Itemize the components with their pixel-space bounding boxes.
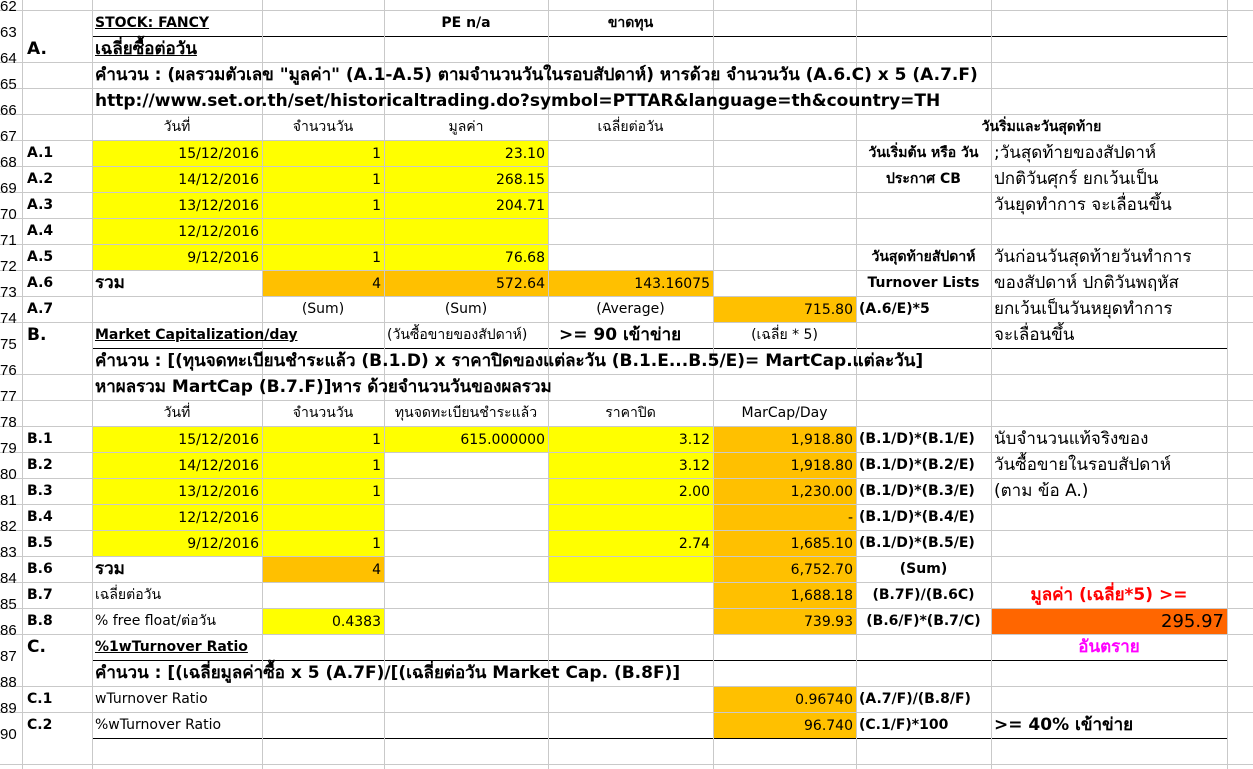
total-days[interactable]: 4 <box>263 557 384 582</box>
row-id: B.2 <box>27 457 53 473</box>
days-cell[interactable] <box>263 219 384 244</box>
row-number: 62 <box>0 0 17 15</box>
row-number: 78 <box>0 414 17 431</box>
close-cell[interactable]: 2.74 <box>549 531 713 556</box>
capital-cell[interactable] <box>385 531 548 556</box>
row-number: 83 <box>0 544 17 561</box>
days-cell[interactable] <box>263 505 384 530</box>
section-c-title: %1wTurnover Ratio <box>95 639 248 655</box>
row-id: B.6 <box>27 561 53 577</box>
sum-label: (Sum) <box>444 301 488 317</box>
sum-label: (Sum) <box>301 301 345 317</box>
row-id: B.1 <box>27 431 53 447</box>
row-number: 67 <box>0 128 17 145</box>
avg-per-day-label: เฉลี่ยต่อวัน <box>95 587 162 603</box>
capital-cell[interactable] <box>385 505 548 530</box>
total-value[interactable]: 572.64 <box>385 271 548 296</box>
row-number: 82 <box>0 518 17 535</box>
row-number: 68 <box>0 154 17 171</box>
note-left: วันสุดท้ายสัปดาห์ <box>871 249 976 265</box>
row-id: B.5 <box>27 535 53 551</box>
days-cell[interactable]: 1 <box>263 531 384 556</box>
days-cell[interactable]: 1 <box>263 479 384 504</box>
marcap-cell[interactable]: 1,230.00 <box>714 479 856 504</box>
section-b-title: Market Capitalization/day <box>95 327 298 343</box>
value-cell[interactable]: 76.68 <box>385 245 548 270</box>
row-id: B.7 <box>27 587 53 603</box>
avg-times-5: (เฉลี่ย * 5) <box>751 327 818 343</box>
warning-value[interactable]: 295.97 <box>992 609 1227 634</box>
row-number: 79 <box>0 440 17 457</box>
formula-label: (C.1/F)*100 <box>859 717 949 733</box>
col-header-startend: วันริ่มและวันสุดท้าย <box>981 119 1102 135</box>
row-id: A.5 <box>27 249 54 265</box>
total-label: รวม <box>95 273 125 293</box>
col-header-date: วันที่ <box>163 119 191 135</box>
row-number: 71 <box>0 232 17 249</box>
formula-label: (B.1/D)*(B.5/E) <box>859 535 975 551</box>
row-number: 77 <box>0 388 17 405</box>
formula-label: (A.6/E)*5 <box>859 301 930 317</box>
row-number: 63 <box>0 24 17 41</box>
formula-label: (B.1/D)*(B.4/E) <box>859 509 975 525</box>
row-id: B.4 <box>27 509 53 525</box>
note-right: ;วันสุดท้ายของสัปดาห์ <box>994 143 1157 163</box>
note-right: วันยุดทำการ จะเลื่อนขึ้น <box>994 195 1172 215</box>
formula-label: (A.7/F)/(B.8/F) <box>859 691 971 707</box>
days-cell[interactable]: 1 <box>263 453 384 478</box>
note-holiday: ยกเว้นเป็นวันหยุดทำการ <box>994 299 1173 319</box>
section-b-formula-2: หาผลรวม MartCap (B.7.F)]หาร ด้วยจำนวนวันของผลรวม <box>95 377 552 397</box>
col-header-avg: เฉลี่ยต่อวัน <box>597 119 664 135</box>
row-number: 89 <box>0 700 17 717</box>
loss-status: ขาดทุน <box>607 15 654 31</box>
trading-days-label: (วันซื้อขายของสัปดาห์) <box>387 327 528 343</box>
section-a-label: A. <box>27 39 47 59</box>
value-cell[interactable]: 204.71 <box>385 193 548 218</box>
free-float-label: % free float/ต่อวัน <box>95 613 216 629</box>
total-days[interactable]: 4 <box>263 271 384 296</box>
threshold-90: >= 90 เข้าข่าย <box>559 325 682 345</box>
date-cell[interactable]: 13/12/2016 <box>93 479 262 504</box>
row-number: 90 <box>0 726 17 743</box>
row-number: 87 <box>0 648 17 665</box>
source-url[interactable]: http://www.set.or.th/set/historicaltrading.do?symbol=PTTAR&language=th&country=TH <box>95 91 941 111</box>
col-header-days: จำนวนวัน <box>292 405 354 421</box>
section-c-label: C. <box>27 637 46 657</box>
col-header-value: มูลค่า <box>448 119 484 135</box>
row-id: A.2 <box>27 171 54 187</box>
section-a-formula: คำนวน : (ผลรวมตัวเลข "มูลค่า" (A.1-A.5) ตามจำนวนวันในรอบสัปดาห์) หารด้วย จำนวนวัน (A.6.C) x 5 (A.7.F) <box>95 65 978 85</box>
warning-label: มูลค่า (เฉลี่ย*5) >= <box>1030 585 1188 605</box>
total-marcap[interactable]: 6,752.70 <box>714 557 856 582</box>
weekly-avg-result[interactable]: 715.80 <box>714 297 856 322</box>
value-cell[interactable]: 268.15 <box>385 167 548 192</box>
row-id: A.3 <box>27 197 54 213</box>
close-cell[interactable]: 2.00 <box>549 479 713 504</box>
days-cell[interactable]: 1 <box>263 193 384 218</box>
note-move-up: จะเลื่อนขึ้น <box>994 325 1075 345</box>
marcap-cell[interactable]: 1,685.10 <box>714 531 856 556</box>
avg-marcap[interactable]: 1,688.18 <box>714 583 856 608</box>
date-cell[interactable]: 14/12/2016 <box>93 167 262 192</box>
total-label: รวม <box>95 559 125 579</box>
row-number: 76 <box>0 362 17 379</box>
turnover-pct[interactable]: 96.740 <box>714 713 856 738</box>
note-right: นับจำนวนแท้จริงของ <box>994 429 1149 449</box>
marcap-cell[interactable]: 1,918.80 <box>714 453 856 478</box>
note-left: วันเริ่มต้น หรือ วัน <box>868 145 979 161</box>
row-number: 66 <box>0 102 17 119</box>
note-left: ประกาศ CB <box>886 171 961 187</box>
row-number: 65 <box>0 76 17 93</box>
days-cell[interactable]: 1 <box>263 427 384 452</box>
col-header-days: จำนวนวัน <box>292 119 354 135</box>
date-cell[interactable]: 12/12/2016 <box>93 219 262 244</box>
average-label: (Average) <box>596 301 665 317</box>
note-right: วันก่อนวันสุดท้ายวันทำการ <box>994 247 1192 267</box>
days-cell[interactable]: 1 <box>263 141 384 166</box>
marcap-cell[interactable]: 1,918.80 <box>714 427 856 452</box>
formula-label: (B.7F)/(B.6C) <box>872 587 975 603</box>
row-number: 70 <box>0 206 17 223</box>
row-number: 73 <box>0 284 17 301</box>
section-a-title: เฉลี่ยซื้อต่อวัน <box>95 39 197 59</box>
marcap-cell[interactable]: - <box>714 505 856 530</box>
formula-label: (B.6/F)*(B.7/C) <box>866 613 981 629</box>
row-id: C.1 <box>27 691 53 707</box>
row-id: A.4 <box>27 223 54 239</box>
gridline <box>0 764 1253 765</box>
row-number: 86 <box>0 622 17 639</box>
date-cell[interactable]: 9/12/2016 <box>93 531 262 556</box>
row-number: 75 <box>0 336 17 353</box>
capital-cell[interactable] <box>385 479 548 504</box>
free-float-marcap[interactable]: 739.93 <box>714 609 856 634</box>
date-cell[interactable]: 9/12/2016 <box>93 245 262 270</box>
note-right: (ตาม ข้อ A.) <box>994 481 1089 501</box>
row-number: 72 <box>0 258 17 275</box>
formula-label: (B.1/D)*(B.3/E) <box>859 483 975 499</box>
date-cell[interactable]: 13/12/2016 <box>93 193 262 218</box>
close-empty[interactable] <box>549 557 713 582</box>
row-id: A.6 <box>27 275 54 291</box>
value-cell[interactable] <box>385 219 548 244</box>
gridline <box>1227 0 1228 769</box>
col-header-date: วันที่ <box>163 405 191 421</box>
row-number: 81 <box>0 492 17 509</box>
turnover-pct-label: %wTurnover Ratio <box>95 717 222 733</box>
row-number: 64 <box>0 50 17 67</box>
row-number: 74 <box>0 310 17 327</box>
days-cell[interactable]: 1 <box>263 245 384 270</box>
col-header-capital: ทุนจดทะเบียนชำระแล้ว <box>394 405 538 421</box>
formula-label: (B.1/D)*(B.1/E) <box>859 431 975 447</box>
section-b-formula-1: คำนวน : [(ทุนจดทะเบียนชำระแล้ว (B.1.D) x ราคาปิดของแต่ละวัน (B.1.E...B.5/E)= MartCap.แต่ละวัน] <box>95 351 924 371</box>
pe-ratio: PE n/a <box>441 15 491 31</box>
row-id: C.2 <box>27 717 53 733</box>
row-number: 84 <box>0 570 17 587</box>
stock-name: STOCK: FANCY <box>95 15 210 31</box>
formula-label: (Sum) <box>899 561 948 577</box>
danger-label: อันตราย <box>1078 637 1140 657</box>
turnover-ratio[interactable]: 0.96740 <box>714 687 856 712</box>
date-cell[interactable]: 14/12/2016 <box>93 453 262 478</box>
days-cell[interactable]: 1 <box>263 167 384 192</box>
row-id: B.8 <box>27 613 53 629</box>
close-cell[interactable]: 3.12 <box>549 427 713 452</box>
note-right: วันซื้อขายในรอบสัปดาห์ <box>994 455 1172 475</box>
col-header-close: ราคาปิด <box>605 405 656 421</box>
section-c-formula: คำนวน : [(เฉลี่ยมูลค่าซื้อ x 5 (A.7F)/[(เฉลี่ยต่อวัน Market Cap. (B.8F)] <box>95 663 681 683</box>
capital-cell[interactable]: 615.000000 <box>385 427 548 452</box>
close-cell[interactable] <box>549 505 713 530</box>
date-cell[interactable]: 12/12/2016 <box>93 505 262 530</box>
col-header-marcap: MarCap/Day <box>741 405 828 421</box>
avg-per-day[interactable]: 143.16075 <box>549 271 713 296</box>
row-id: B.3 <box>27 483 53 499</box>
note-right: ปกติวันศุกร์ ยกเว้นเป็น <box>994 169 1159 189</box>
capital-cell[interactable] <box>385 453 548 478</box>
row-number: 85 <box>0 596 17 613</box>
date-cell[interactable]: 15/12/2016 <box>93 141 262 166</box>
row-number: 69 <box>0 180 17 197</box>
section-b-label: B. <box>27 325 47 345</box>
row-number: 88 <box>0 674 17 691</box>
note-thursday: ของสัปดาห์ ปกติวันพฤหัส <box>994 273 1179 293</box>
turnover-label: wTurnover Ratio <box>95 691 208 707</box>
row-id: A.7 <box>27 301 54 317</box>
date-cell[interactable]: 15/12/2016 <box>93 427 262 452</box>
free-float-value[interactable]: 0.4383 <box>263 609 384 634</box>
threshold-40: >= 40% เข้าข่าย <box>994 715 1134 735</box>
value-cell[interactable]: 23.10 <box>385 141 548 166</box>
gridline <box>22 0 23 769</box>
close-cell[interactable]: 3.12 <box>549 453 713 478</box>
row-id: A.1 <box>27 145 54 161</box>
row-number: 80 <box>0 466 17 483</box>
note-turnover: Turnover Lists <box>867 275 980 291</box>
formula-label: (B.1/D)*(B.2/E) <box>859 457 975 473</box>
